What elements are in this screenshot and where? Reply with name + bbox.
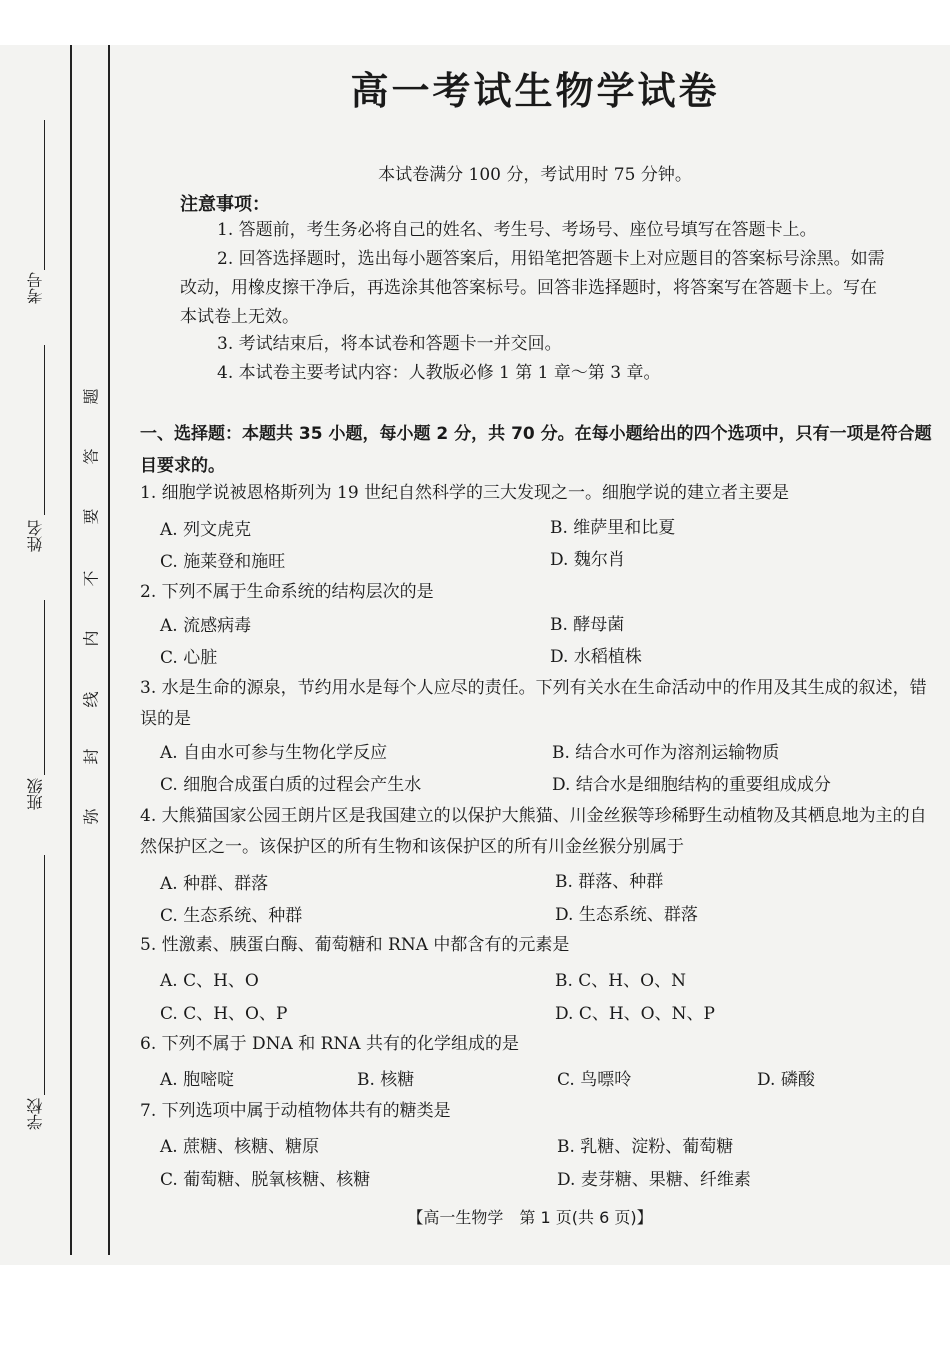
question-option[interactable]: B. 酵母菌 — [550, 615, 625, 635]
candidate-number-label: 考号 — [26, 272, 45, 304]
question-option[interactable]: B. 乳糖、淀粉、葡萄糖 — [557, 1137, 734, 1157]
page-top-margin — [0, 0, 950, 45]
question-option[interactable]: C. 细胞合成蛋白质的过程会产生水 — [160, 775, 422, 795]
question-option[interactable]: C. 生态系统、种群 — [160, 906, 303, 926]
question-option[interactable]: D. 麦芽糖、果糖、纤维素 — [557, 1170, 751, 1190]
question-option[interactable]: D. 魏尔肖 — [550, 550, 625, 570]
page-footer: 【高一生物学 第 1 页(共 6 页)】 — [407, 1208, 653, 1227]
school-line — [44, 855, 45, 1095]
question-option[interactable]: D. 磷酸 — [757, 1070, 815, 1090]
question-option[interactable]: C. 葡萄糖、脱氧核糖、核糖 — [160, 1170, 371, 1190]
school-label: 学校 — [26, 1098, 45, 1130]
question-option[interactable]: C. 鸟嘌呤 — [557, 1070, 632, 1090]
class-line — [44, 600, 45, 775]
notice-item: 1. 答题前，考生务必将自己的姓名、考生号、考场号、座位号填写在答题卡上。 — [217, 220, 817, 240]
question-stem: 6. 下列不属于 DNA 和 RNA 共有的化学组成的是 — [140, 1034, 519, 1054]
exam-subtitle: 本试卷满分 100 分，考试用时 75 分钟。 — [378, 165, 692, 185]
question-option[interactable]: D. C、H、O、N、P — [555, 1004, 715, 1024]
seal-char: 内 — [81, 630, 101, 647]
seal-char: 封 — [81, 748, 101, 765]
notice-item: 4. 本试卷主要考试内容：人教版必修 1 第 1 章～第 3 章。 — [217, 363, 661, 383]
question-option[interactable]: C. 施莱登和施旺 — [160, 552, 286, 572]
question-option[interactable]: A. C、H、O — [160, 971, 259, 991]
question-option[interactable]: A. 种群、群落 — [160, 874, 269, 894]
question-stem: 2. 下列不属于生命系统的结构层次的是 — [140, 582, 434, 602]
question-option[interactable]: A. 蔗糖、核糖、糖原 — [160, 1137, 320, 1157]
seal-char: 题 — [81, 388, 101, 405]
seal-char: 要 — [81, 508, 101, 525]
candidate-number-line — [44, 120, 45, 270]
question-stem: 5. 性激素、胰蛋白酶、葡萄糖和 RNA 中都含有的元素是 — [140, 935, 570, 955]
name-label: 姓名 — [26, 520, 45, 552]
seal-char: 不 — [81, 570, 101, 587]
question-option[interactable]: D. 水稻植株 — [550, 647, 642, 667]
notice-heading: 注意事项： — [180, 194, 270, 215]
binding-line-inner — [108, 45, 110, 1255]
notice-item: 3. 考试结束后，将本试卷和答题卡一并交回。 — [217, 334, 562, 354]
exam-title: 高一考试生物学试卷 — [350, 69, 720, 113]
question-option[interactable]: A. 自由水可参与生物化学反应 — [160, 743, 388, 763]
question-option[interactable]: D. 结合水是细胞结构的重要组成成分 — [552, 775, 831, 795]
question-stem: 1. 细胞学说被恩格斯列为 19 世纪自然科学的三大发现之一。细胞学说的建立者主要是 — [140, 483, 790, 503]
seal-char: 线 — [81, 691, 101, 708]
question-option[interactable]: A. 流感病毒 — [160, 616, 252, 636]
question-option[interactable]: D. 生态系统、群落 — [555, 905, 698, 925]
question-option[interactable]: B. 结合水可作为溶剂运输物质 — [552, 743, 780, 763]
question-stem: 4. 大熊猫国家公园王朗片区是我国建立的以保护大熊猫、川金丝猴等珍稀野生动植物及其栖息地为主的自然保护区之一。该保护区的所有生物和该保护区的所有川金丝猴分别属于 — [140, 806, 927, 857]
question-option[interactable]: B. C、H、O、N — [555, 971, 686, 991]
question-stem: 7. 下列选项中属于动植物体共有的糖类是 — [140, 1101, 451, 1121]
name-line — [44, 345, 45, 515]
question-option[interactable]: B. 维萨里和比夏 — [550, 518, 676, 538]
question-option[interactable]: C. 心脏 — [160, 648, 218, 668]
question-option[interactable]: B. 核糖 — [357, 1070, 415, 1090]
seal-char: 弥 — [81, 808, 101, 825]
section-heading: 一、选择题：本题共 35 小题，每小题 2 分，共 70 分。在每小题给出的四个选项中，只有一项是符合题目要求的。 — [140, 424, 932, 476]
question-option[interactable]: C. C、H、O、P — [160, 1004, 288, 1024]
question-stem: 3. 水是生命的源泉，节约用水是每个人应尽的责任。下列有关水在生命活动中的作用及其生成的叙述，错误的是 — [140, 678, 927, 729]
binding-line-outer — [70, 45, 72, 1255]
class-label: 班级 — [26, 778, 45, 810]
question-option[interactable]: A. 列文虎克 — [160, 520, 252, 540]
seal-char: 答 — [81, 448, 101, 465]
question-option[interactable]: A. 胞嘧啶 — [160, 1070, 235, 1090]
notice-item: 2. 回答选择题时，选出每小题答案后，用铅笔把答题卡上对应题目的答案标号涂黑。如需改动，用橡皮擦干净后，再选涂其他答案标号。回答非选择题时，将答案写在答题卡上。写在本试卷上无效。 — [180, 249, 885, 327]
question-option[interactable]: B. 群落、种群 — [555, 872, 664, 892]
